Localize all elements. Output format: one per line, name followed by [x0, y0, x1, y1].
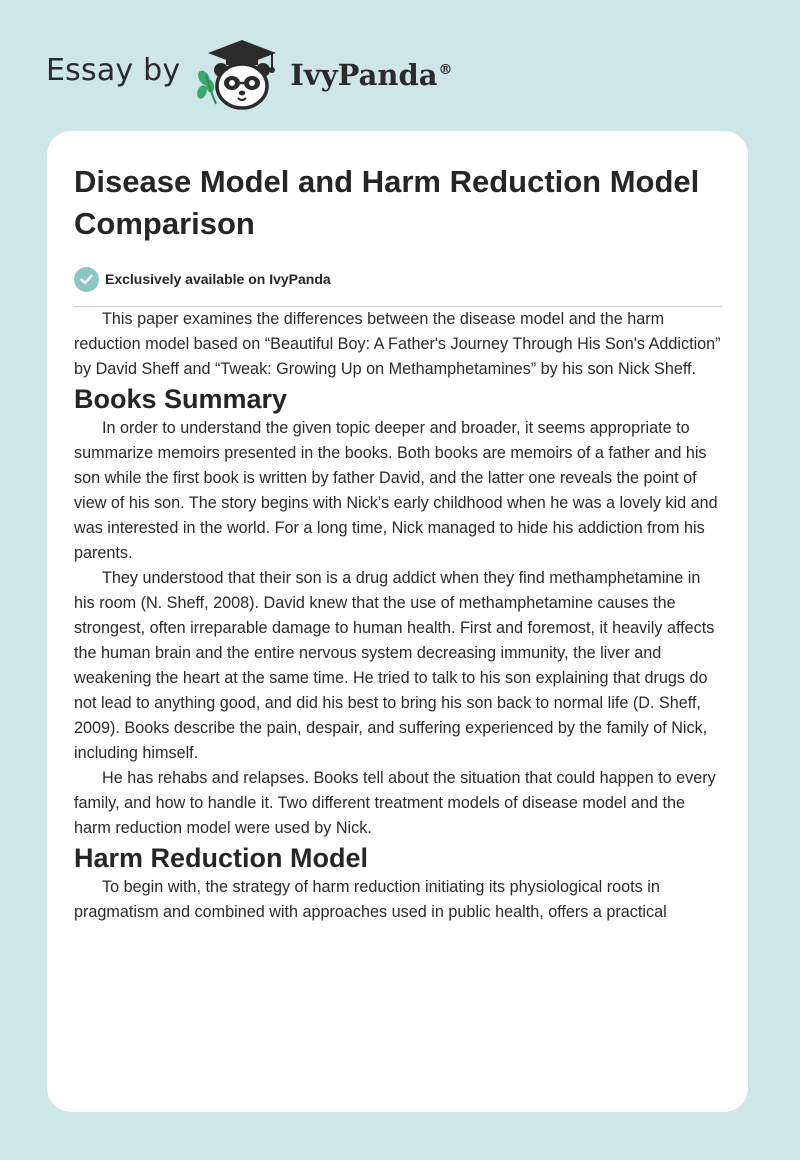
check-icon: [74, 267, 99, 292]
paragraph: They understood that their son is a drug addict when they find methamphetamine in his room (N. Sheff, 2008). David knew that the use of methamphetamine causes the strongest, often irreparable damage to human health. First and foremost, it heavily affects the human brain and the entire nervous system decreasing immunity, the liver and weakening the heart at the same time. He tried to talk to his son explaining that drugs do not lead to anything good, and did his best to bring his son back to normal life (D. Sheff, 2009). Books describe the pain, despair, and suffering experienced by the family of Nick, including himself.: [74, 569, 715, 762]
paragraph: In order to understand the given topic deeper and broader, it seems appropriate to summarize memoirs presented in the books. Both books are memoirs of a father and his son while the first book is written by father David, and the latter one reveals the point of view of his son. The story begins with Nick’s early childhood when he was a lovely kid and was interested in the world. For a long time, Nick managed to hide his addiction from his parents.: [74, 419, 718, 562]
exclusive-label: Exclusively available on IvyPanda: [105, 271, 331, 287]
intro-paragraph: This paper examines the differences between the disease model and the harm reduction model based on “Beautiful Boy: A Father's Journey Through His Son's Addiction” by David Sheff and “Tweak: Growing Up on Methamphetamines” by his son Nick Sheff.: [74, 310, 721, 378]
exclusive-badge: [74, 265, 724, 293]
essay-card: [47, 131, 748, 1112]
essay-title: Disease Model and Harm Reduction Model Comparison: [74, 164, 700, 241]
brand-name: [290, 57, 453, 92]
brand-prefix: Essay by: [46, 53, 181, 88]
site-brand[interactable]: [46, 34, 453, 114]
brand-name-text: IvyPanda: [290, 57, 438, 92]
paragraph: To begin with, the strategy of harm reduction initiating its physiological roots in pragmatism and combined with approaches used in public health, offers a practical: [74, 878, 667, 921]
registered-mark: ®: [438, 61, 453, 78]
paragraph: He has rehabs and relapses. Books tell about the situation that could happen to every family, and how to handle it. Two different treatment models of disease model and the harm reduction model were used by Nick.: [74, 769, 716, 837]
section-heading-harm-reduction-model: Harm Reduction Model: [74, 843, 369, 873]
essay-content: [74, 161, 724, 925]
section-heading-books-summary: Books Summary: [74, 384, 288, 414]
panda-graduate-logo-icon: [194, 34, 286, 114]
